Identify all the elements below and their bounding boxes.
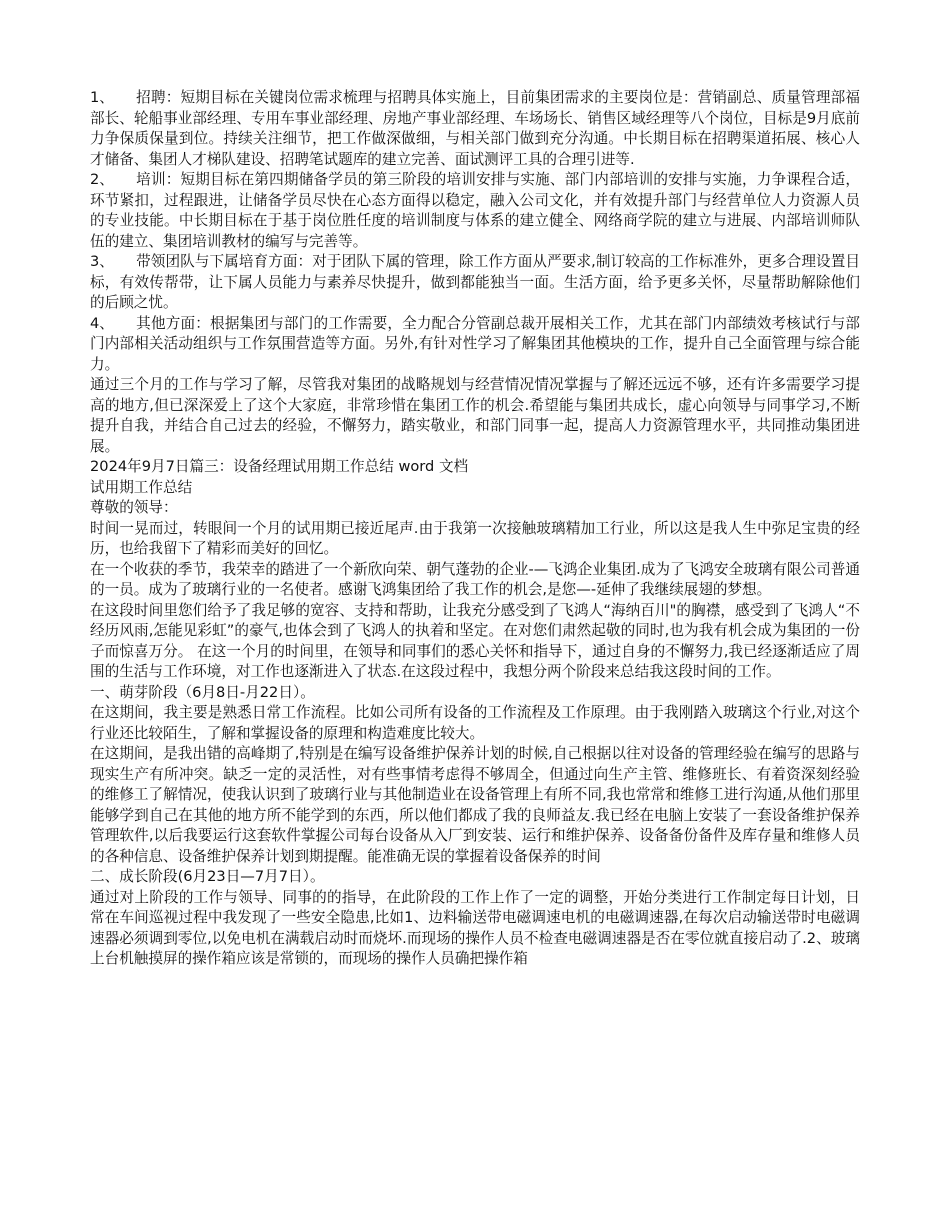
document-page xyxy=(90,88,860,970)
closing-paragraph: 通过三个月的工作与学习了解，尽管我对集团的战略规划与经营情况情况掌握与了解还远远不够，还有许多需要学习提高的地方,但已深深爱上了这个大家庭，非常珍惜在集团工作的机会.希望能与集团共成长，虚心向领导与同事学习,不断提升自我，并结合自己过去的经验，不懈努力，踏实敬业，和部门同事一起，提高人力资源管理水平，共同推动集团进展。 xyxy=(90,376,860,455)
body-paragraph: 通过对上阶段的工作与领导、同事的的指导，在此阶段的工作上作了一定的调整，开始分类进行工作制定每日计划，日常在车间巡视过程中我发现了一些安全隐患,比如1、边料输送带电磁调速电机的电磁调速器,在每次启动输送带时电磁调速器必须调到零位,以免电机在满载启动时而烧坏.而现场的操作人员不检查电磁调速器是否在零位就直接启动了.2、玻璃上台机触摸屏的操作箱应该是常锁的，而现场的操作人员确把操作箱 xyxy=(90,888,860,967)
body-paragraph: 在这段时间里您们给予了我足够的宽容、支持和帮助，让我充分感受到了飞鸿人“海纳百川"的胸襟，感受到了飞鸿人“不经历风雨,怎能见彩虹”的豪气,也体会到了飞鸿人的执着和坚定。在对您们肃然起敬的同时,也为我有机会成为集团的一份子而惊喜万分。 在这一个月的时间里，在领导和同事们的悉心关怀和指导下，通过自身的不懈努力,我已经逐渐适应了周围的生活与工作环境，对工作也逐渐进入了状态.在这段过程中，我想分两个阶段来总结我这段时间的工作。 xyxy=(90,601,860,680)
body-paragraph: 在一个收获的季节，我荣幸的踏进了一个新欣向荣、朝气蓬勃的企业-—飞鸿企业集团.成为了飞鸿安全玻璃有限公司普通的一员。成为了玻璃行业的一名使者。感谢飞鸿集团给了我工作的机会,是您—-延伸了我继续展翅的梦想。 xyxy=(90,560,860,598)
item-text: 带领团队与下属培育方面：对于团队下属的管理，除工作方面从严要求,制订较高的工作标准外，更多合理设置目标，有效传帮带，让下属人员能力与素养尽快提升，做到都能独当一面。生活方面，给予更多关怀，尽量帮助解除他们的后顾之忧。 xyxy=(90,253,860,311)
document-title: 试用期工作总结 xyxy=(90,478,193,496)
item-text: 培训：短期目标在第四期储备学员的第三阶段的培训安排与实施、部门内部培训的安排与实施，力争课程合适，环节紧扣，过程跟进，让储备学员尽快在心态方面得以稳定，融入公司文化，并有效提升部门与经营单位人力资源人员的专业技能。中长期目标在于基于岗位胜任度的培训制度与体系的建立健全、网络商学院的建立与进展、内部培训师队伍的建立、集团培训教材的编写与完善等。 xyxy=(90,171,860,250)
item-text: 其他方面：根据集团与部门的工作需要，全力配合分管副总裁开展相关工作，尤其在部门内部绩效考核试行与部门内部相关活动组织与工作氛围营造等方面。另外,有针对性学习了解集团其他模块的工作，提升自己全面管理与综合能力。 xyxy=(90,314,860,373)
article-heading: 2024年9月7日篇三：设备经理试用期工作总结 word 文档 xyxy=(90,458,469,475)
item-text: 招聘：短期目标在关键岗位需求梳理与招聘具体实施上，目前集团需求的主要岗位是：营销副总、质量管理部福部长、轮船事业部经理、专用车事业部经理、房地产事业部经理、车场场长、销售区域经理等八个岗位，目标是9月底前力争保质保量到位。持续关注细节，把工作做深做细，与相关部门做到充分沟通。中长期目标在招聘渠道拓展、核心人才储备、集团人才梯队建设、招聘笔试题库的建立完善、面试测评工具的合理引进等. xyxy=(90,89,860,168)
item-number: 4、 xyxy=(90,314,114,332)
salutation: 尊敬的领导： xyxy=(90,499,178,516)
item-number: 2、 xyxy=(90,171,114,188)
numbered-item-3 xyxy=(90,252,860,314)
body-paragraph: 在这期间，我主要是熟悉日常工作流程。比如公司所有设备的工作流程及工作原理。由于我刚踏入玻璃这个行业,对这个行业还比较陌生，了解和掌握设备的原理和构造难度比较大。 xyxy=(90,704,860,742)
numbered-item-2 xyxy=(90,170,860,252)
item-number: 3、 xyxy=(90,253,114,270)
section-heading: 二、成长阶段(6月23日—7月7日）。 xyxy=(90,868,325,885)
section-heading: 一、萌芽阶段（6月8日-月22日）。 xyxy=(90,683,315,701)
item-number: 1、 xyxy=(90,89,114,106)
numbered-item-4 xyxy=(90,314,860,376)
body-paragraph: 在这期间，是我出错的高峰期了,特别是在编写设备维护保养计划的时候,自己根据以往对设备的管理经验在编写的思路与现实生产有所冲突。缺乏一定的灵活性，对有些事情考虑得不够周全，但通过向生产主管、维修班长、有着资深刻经验的维修工了解情况，使我认识到了玻璃行业与其他制造业在设备管理上有所不同,我也常常和维修工进行沟通,从他们那里能够学到自己在其他的地方所不能学到的东西，所以他们都成了我的良师益友.我已经在电脑上安装了一套设备维护保养管理软件,以后我要运行这套软件掌握公司每台设备从入厂到安装、运行和维护保养、设备备份备件及库存量和维修人员的各种信息、设备维护保养计划到期提醒。能准确无误的掌握着设备保养的时间 xyxy=(90,745,860,865)
numbered-item-1 xyxy=(90,88,860,170)
body-paragraph: 时间一晃而过，转眼间一个月的试用期已接近尾声.由于我第一次接触玻璃精加工行业，所以这是我人生中弥足宝贵的经历，也给我留下了精彩而美好的回忆。 xyxy=(90,519,860,557)
